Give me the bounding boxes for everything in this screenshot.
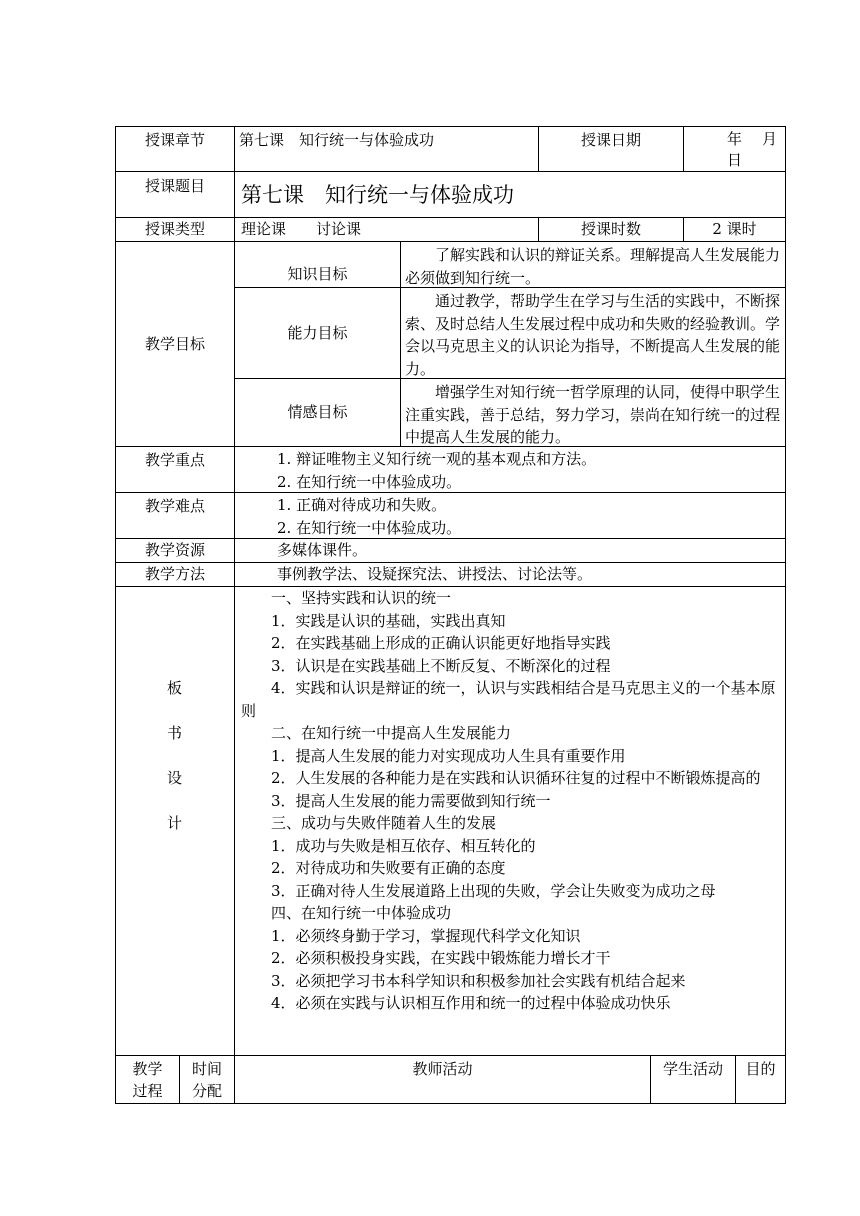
- board-line: 3．正确对待人生发展道路上出现的失败，学会让失败变为成功之母: [271, 881, 716, 900]
- knowledge-label: 知识目标: [234, 241, 401, 288]
- knowledge-text: 了解实践和认识的辩证关系。理解提高人生发展能力必须做到知行统一。: [400, 241, 786, 288]
- board-line: 1．实践是认识的基础，实践出真知: [271, 611, 506, 630]
- board-line: 2．必须积极投身实践，在实践中锻炼能力增长才干: [271, 949, 611, 967]
- chapter-label: 授课章节: [115, 126, 235, 172]
- board-char: 书: [167, 724, 183, 742]
- key-point-item: 1. 辩证唯物主义知行统一观的基本观点和方法。: [277, 450, 597, 468]
- student-activity-header: 学生活动: [650, 1055, 736, 1104]
- board-char: 计: [167, 814, 183, 832]
- board-line: 二、在知行统一中提高人生发展能力: [271, 724, 512, 742]
- difficulties-list: [234, 492, 786, 539]
- topic-label: 授课题目: [115, 171, 235, 218]
- methods-label: 教学方法: [115, 562, 235, 587]
- board-line: 2．对待成功和失败要有正确的态度: [271, 859, 506, 877]
- time-label-line: 时间: [191, 1060, 222, 1078]
- board-line: 1．成功与失败是相互依存、相互转化的: [271, 836, 536, 855]
- board-line: 3．必须把学习书本科学知识和积极参加社会实践有机结合起来: [271, 971, 686, 990]
- type-label: 授课类型: [115, 217, 235, 242]
- resources-label: 教学资源: [115, 538, 235, 563]
- date-month: 月: [762, 130, 778, 148]
- time-allocation-label: [179, 1055, 235, 1104]
- ability-text: 通过教学，帮助学生在学习与生活的实践中，不断探索、及时总结人生发展过程中成功和失败的经验教训。学会以马克思主义的认识论为指导，不断提高人生发展的能力。: [400, 287, 786, 379]
- board-content: [234, 586, 786, 1056]
- ability-label: 能力目标: [234, 287, 401, 379]
- hours-value: 2 课时: [683, 217, 786, 242]
- time-label-line: 分配: [191, 1082, 222, 1100]
- process-label-line: 过程: [132, 1082, 163, 1100]
- board-line: 3．提高人生发展的能力需要做到知行统一: [271, 791, 551, 810]
- methods-value: 事例教学法、设疑探究法、讲授法、讨论法等。: [234, 562, 786, 587]
- emotion-label: 情感目标: [234, 378, 401, 447]
- key-points-label: 教学重点: [115, 446, 235, 493]
- board-line: 三、成功与失败伴随着人生的发展: [271, 814, 497, 832]
- board-line: 一、坚持实践和认识的统一: [271, 589, 452, 607]
- resources-value: 多媒体课件。: [234, 538, 786, 563]
- board-line: 4．实践和认识是辩证的统一，认识与实践相结合是马克思主义的一个基本原则: [241, 679, 776, 720]
- board-label: [115, 586, 235, 1056]
- hours-label: 授课时数: [538, 217, 684, 242]
- objectives-label: 教学目标: [115, 241, 235, 447]
- teacher-activity-header: 教师活动: [234, 1055, 651, 1104]
- board-line: 1．必须终身勤于学习，掌握现代科学文化知识: [271, 926, 581, 945]
- board-char: 板: [167, 679, 183, 697]
- board-line: 3．认识是在实践基础上不断反复、不断深化的过程: [271, 656, 611, 675]
- board-line: 2．在实践基础上形成的正确认识能更好地指导实践: [271, 634, 611, 652]
- key-point-item: 2. 在知行统一中体验成功。: [277, 472, 462, 491]
- date-value: [683, 126, 786, 172]
- type-value: 理论课 讨论课: [234, 217, 539, 242]
- topic-value: 第七课 知行统一与体验成功: [234, 171, 786, 218]
- date-label: 授课日期: [538, 126, 684, 172]
- chapter-value: 第七课 知行统一与体验成功: [234, 126, 539, 172]
- date-year: 年: [727, 130, 743, 148]
- difficulty-item: 1. 正确对待成功和失败。: [277, 496, 447, 514]
- process-label-line: 教学: [132, 1060, 163, 1078]
- board-line: 2．人生发展的各种能力是在实践和认识循环往复的过程中不断锻炼提高的: [271, 769, 761, 787]
- board-char: 设: [167, 769, 183, 787]
- purpose-header: 目的: [735, 1055, 786, 1104]
- difficulties-label: 教学难点: [115, 492, 235, 539]
- board-line: 4．必须在实践与认识相互作用和统一的过程中体验成功快乐: [271, 994, 671, 1012]
- difficulty-item: 2. 在知行统一中体验成功。: [277, 518, 462, 537]
- key-points-list: [234, 446, 786, 493]
- board-line: 1．提高人生发展的能力对实现成功人生具有重要作用: [271, 746, 626, 765]
- board-line: 四、在知行统一中体验成功: [271, 904, 452, 922]
- emotion-text: 增强学生对知行统一哲学原理的认同，使得中职学生注重实践，善于总结，努力学习，崇尚在知行统一的过程中提高人生发展的能力。: [400, 378, 786, 447]
- process-label: [115, 1055, 180, 1104]
- date-day: 日: [727, 151, 743, 169]
